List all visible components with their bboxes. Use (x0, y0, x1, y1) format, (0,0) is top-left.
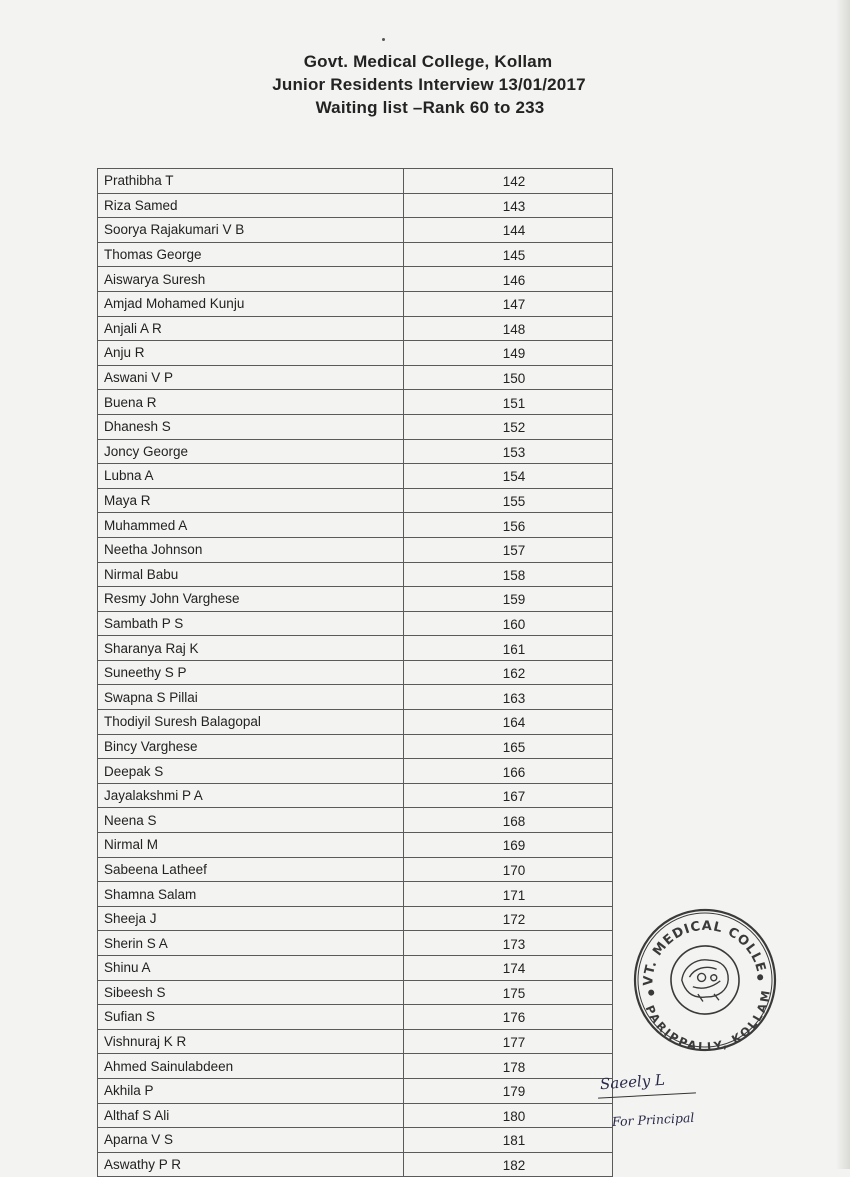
candidate-name: Buena R (98, 390, 404, 415)
candidate-name: Neetha Johnson (98, 537, 404, 562)
candidate-rank: 168 (404, 808, 613, 833)
table-row (98, 291, 613, 316)
candidate-rank: 167 (404, 783, 613, 808)
candidate-rank: 169 (404, 833, 613, 858)
candidate-rank: 174 (404, 956, 613, 981)
candidate-rank: 147 (404, 291, 613, 316)
candidate-rank: 176 (404, 1005, 613, 1030)
table-row (98, 414, 613, 439)
candidate-name: Shinu A (98, 956, 404, 981)
table-row (98, 316, 613, 341)
candidate-rank: 180 (404, 1103, 613, 1128)
table-row (98, 488, 613, 513)
candidate-rank: 163 (404, 685, 613, 710)
candidate-name: Aswathy P R (98, 1152, 404, 1177)
table-row (98, 193, 613, 218)
candidate-rank: 145 (404, 242, 613, 267)
candidate-name: Swapna S Pillai (98, 685, 404, 710)
table-row (98, 882, 613, 907)
seal-star-left (648, 989, 655, 996)
table-row (98, 1152, 613, 1177)
candidate-name: Resmy John Varghese (98, 587, 404, 612)
candidate-name: Neena S (98, 808, 404, 833)
candidate-name: Joncy George (98, 439, 404, 464)
table-row (98, 980, 613, 1005)
waiting-list-body (98, 169, 613, 1177)
candidate-rank: 161 (404, 636, 613, 661)
candidate-rank: 144 (404, 218, 613, 243)
candidate-rank: 172 (404, 906, 613, 931)
candidate-rank: 166 (404, 759, 613, 784)
table-row (98, 1078, 613, 1103)
candidate-rank: 151 (404, 390, 613, 415)
table-row (98, 1005, 613, 1030)
candidate-rank: 142 (404, 169, 613, 194)
candidate-rank: 156 (404, 513, 613, 538)
table-row (98, 685, 613, 710)
candidate-name: Akhila P (98, 1078, 404, 1103)
candidate-rank: 177 (404, 1029, 613, 1054)
candidate-name: Ahmed Sainulabdeen (98, 1054, 404, 1079)
candidate-name: Anju R (98, 341, 404, 366)
candidate-name: Sherin S A (98, 931, 404, 956)
table-row (98, 660, 613, 685)
candidate-name: Shamna Salam (98, 882, 404, 907)
candidate-name: Bincy Varghese (98, 734, 404, 759)
table-row (98, 365, 613, 390)
candidate-rank: 175 (404, 980, 613, 1005)
table-row (98, 562, 613, 587)
table-row (98, 611, 613, 636)
signature-designation: For Principal (611, 1109, 695, 1130)
seal-star-right (757, 974, 764, 981)
candidate-rank: 171 (404, 882, 613, 907)
candidate-name: Deepak S (98, 759, 404, 784)
candidate-rank: 152 (404, 414, 613, 439)
table-row (98, 833, 613, 858)
candidate-name: Sabeena Latheef (98, 857, 404, 882)
candidate-name: Sheeja J (98, 906, 404, 931)
candidate-rank: 178 (404, 1054, 613, 1079)
candidate-rank: 149 (404, 341, 613, 366)
table-row (98, 857, 613, 882)
candidate-name: Lubna A (98, 464, 404, 489)
candidate-name: Riza Samed (98, 193, 404, 218)
seal-top-text: GOVT. MEDICAL COLLEGE (641, 918, 769, 987)
table-row (98, 956, 613, 981)
speck (382, 38, 385, 41)
candidate-name: Aparna V S (98, 1128, 404, 1153)
scan-edge-shadow (836, 0, 850, 1169)
candidate-name: Sufian S (98, 1005, 404, 1030)
institution-title: Govt. Medical College, Kollam (303, 52, 553, 71)
candidate-rank: 165 (404, 734, 613, 759)
candidate-name: Althaf S Ali (98, 1103, 404, 1128)
candidate-name: Aswani V P (98, 365, 404, 390)
candidate-name: Amjad Mohamed Kunju (98, 291, 404, 316)
table-row (98, 931, 613, 956)
candidate-rank: 182 (404, 1152, 613, 1177)
candidate-name: Jayalakshmi P A (98, 783, 404, 808)
candidate-rank: 173 (404, 931, 613, 956)
table-row (98, 390, 613, 415)
interview-title: Junior Residents Interview 13/01/2017 (272, 75, 586, 94)
waiting-list-title: Waiting list –Rank 60 to 233 (315, 98, 545, 117)
candidate-name: Maya R (98, 488, 404, 513)
candidate-rank: 181 (404, 1128, 613, 1153)
candidate-rank: 164 (404, 710, 613, 735)
candidate-name: Dhanesh S (98, 414, 404, 439)
table-row (98, 906, 613, 931)
college-seal (630, 905, 780, 1055)
candidate-name: Sharanya Raj K (98, 636, 404, 661)
table-row (98, 513, 613, 538)
candidate-name: Sambath P S (98, 611, 404, 636)
document-header (0, 50, 850, 119)
table-row (98, 242, 613, 267)
table-row (98, 267, 613, 292)
candidate-rank: 148 (404, 316, 613, 341)
candidate-rank: 159 (404, 587, 613, 612)
table-row (98, 341, 613, 366)
candidate-rank: 155 (404, 488, 613, 513)
candidate-name: Vishnuraj K R (98, 1029, 404, 1054)
candidate-rank: 179 (404, 1078, 613, 1103)
table-row (98, 783, 613, 808)
candidate-rank: 160 (404, 611, 613, 636)
table-row (98, 636, 613, 661)
candidate-name: Nirmal Babu (98, 562, 404, 587)
table-row (98, 537, 613, 562)
candidate-rank: 153 (404, 439, 613, 464)
table-row (98, 1128, 613, 1153)
table-row (98, 1029, 613, 1054)
candidate-name: Nirmal M (98, 833, 404, 858)
candidate-name: Soorya Rajakumari V B (98, 218, 404, 243)
candidate-name: Thomas George (98, 242, 404, 267)
table-row (98, 464, 613, 489)
candidate-name: Aiswarya Suresh (98, 267, 404, 292)
table-row (98, 734, 613, 759)
table-row (98, 1103, 613, 1128)
candidate-rank: 162 (404, 660, 613, 685)
table-row (98, 218, 613, 243)
candidate-rank: 170 (404, 857, 613, 882)
table-row (98, 587, 613, 612)
candidate-name: Anjali A R (98, 316, 404, 341)
table-row (98, 169, 613, 194)
table-row (98, 808, 613, 833)
candidate-name: Suneethy S P (98, 660, 404, 685)
candidate-rank: 143 (404, 193, 613, 218)
table-row (98, 710, 613, 735)
signature: Saeely L (599, 1070, 666, 1094)
svg-text:GOVT. MEDICAL COLLEGE (630, 905, 769, 992)
table-row (98, 759, 613, 784)
table-row (98, 1054, 613, 1079)
candidate-rank: 157 (404, 537, 613, 562)
candidate-rank: 146 (404, 267, 613, 292)
candidate-name: Thodiyil Suresh Balagopal (98, 710, 404, 735)
table-row (98, 439, 613, 464)
waiting-list-table (97, 168, 613, 1177)
seal-emblem-icon (679, 957, 731, 1005)
candidate-name: Muhammed A (98, 513, 404, 538)
candidate-rank: 154 (404, 464, 613, 489)
candidate-rank: 158 (404, 562, 613, 587)
candidate-name: Prathibha T (98, 169, 404, 194)
candidate-rank: 150 (404, 365, 613, 390)
seal-bottom-text: PARIPPALLY, KOLLAM (642, 988, 773, 1054)
candidate-name: Sibeesh S (98, 980, 404, 1005)
